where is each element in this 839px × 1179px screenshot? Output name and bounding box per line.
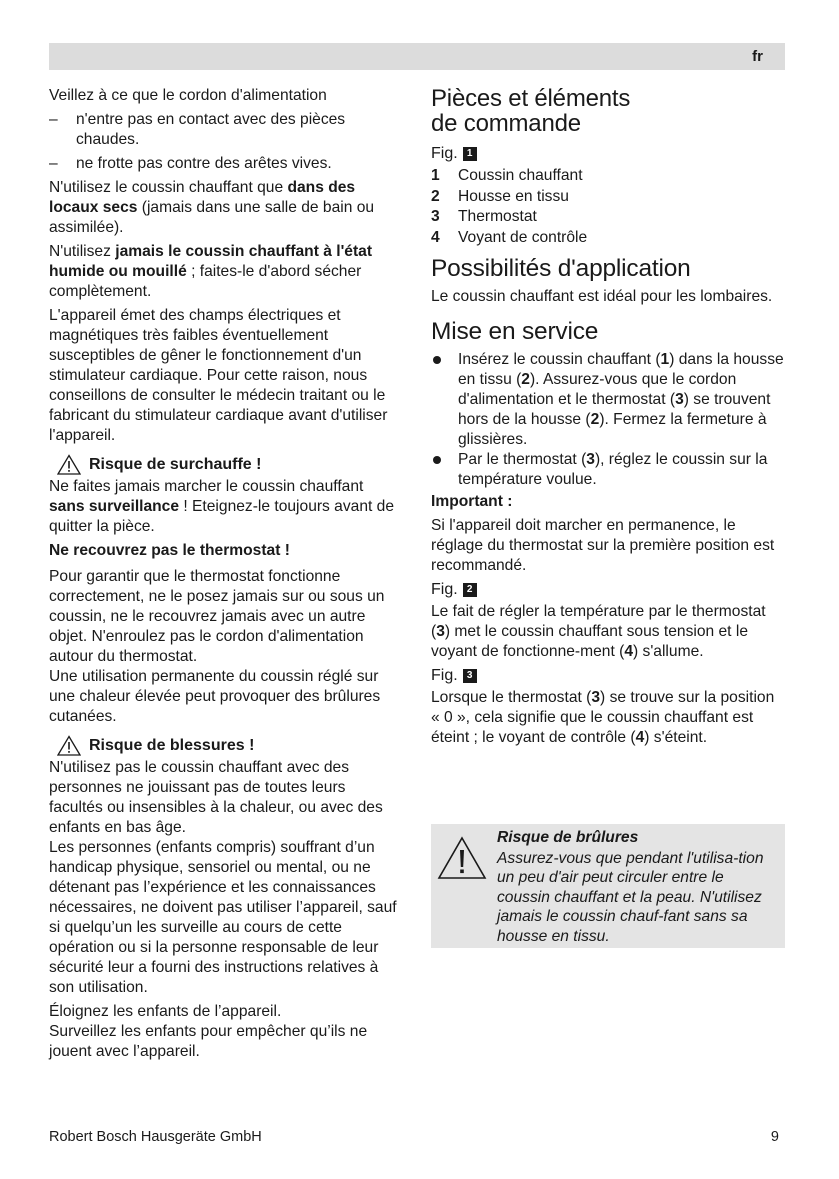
burn-risk-text xyxy=(497,828,779,947)
figure-3-paragraph: Lorsque le thermostat (3) se trouve sur la position « 0 », cela signifie que le coussin chauffant est éteint ; le voyant de contrôle (4) s'éteint. xyxy=(431,689,775,747)
thermostat-paragraph: Pour garantir que le thermostat fonctionne correctement, ne le posez jamais sur ou sous un coussin, ne le recouvrez jamais avec un autre objet. N'enroulez pas le cordon d'alimentation autour du thermostat. xyxy=(49,568,385,665)
figure-number-badge: 3 xyxy=(463,669,477,683)
injury-warning-heading: Risque de blessures ! xyxy=(49,735,401,756)
application-paragraph: Le coussin chauffant est idéal pour les lombaires. xyxy=(431,288,773,306)
language-bar xyxy=(49,43,785,70)
bullet-dot-icon xyxy=(433,456,441,464)
warning-triangle-icon xyxy=(57,454,81,475)
overheat-paragraph: Ne faites jamais marcher le coussin chauffant sans surveillance ! Eteignez-le toujours avant de quitter la pièce. xyxy=(49,478,395,535)
figure-1-label: Fig. 1 xyxy=(431,144,785,164)
dry-rooms-paragraph: N'utilisez le coussin chauffant que dans des locaux secs (jamais dans une salle de bain ou assimilée). xyxy=(49,179,375,236)
bullet-dot-icon xyxy=(433,356,441,364)
burn-risk-warning-box xyxy=(431,824,785,948)
parts-heading: Pièces et éléments de commande xyxy=(431,85,631,137)
page-number: 9 xyxy=(770,1129,779,1145)
service-bullet-2: Par le thermostat (3), réglez le coussin sur la température voulue. xyxy=(431,450,785,490)
children-paragraph-2: Surveillez les enfants pour empêcher qu’ils ne jouent avec l’appareil. xyxy=(49,1023,368,1060)
language-code: fr xyxy=(752,48,763,65)
list-item: 3 Thermostat xyxy=(431,208,537,226)
burn-risk-title: Risque de brûlures xyxy=(497,829,639,846)
application-heading: Possibilités d'application xyxy=(431,255,691,283)
injury-paragraph-2: Les personnes (enfants compris) souffrant d’un handicap physique, sensoriel ou mental, ou ne détenant pas l’expérience et les connaissances nécessaires, ne doivent pas utiliser l’appareil, sauf si quelqu’un les surveille au cours de cette opération ou si la personne responsable de leur sécurité leur a fourni des instructions relatives à son utilisation. xyxy=(49,839,397,996)
figure-2-paragraph: Le fait de régler la température par le thermostat (3) met le coussin chauffant sous tension et le voyant de fonctionne-ment (4) s'allume. xyxy=(431,603,766,661)
cord-intro: Veillez à ce que le cordon d'alimentation xyxy=(49,87,327,104)
overheat-warning-heading: Risque de surchauffe ! xyxy=(49,454,401,475)
wet-paragraph: N'utilisez jamais le coussin chauffant à l'état humide ou mouillé ; faites-le d'abord sécher complètement. xyxy=(49,243,373,300)
cord-dash-item-1: – n'entre pas en contact avec des pièces chaudes. xyxy=(49,111,346,148)
burns-paragraph: Une utilisation permanente du coussin réglé sur une chaleur élevée peut provoquer des brûlures cutanées. xyxy=(49,668,381,725)
important-paragraph: Si l'appareil doit marcher en permanence, le réglage du thermostat sur la première position est recommandé. xyxy=(431,517,775,575)
list-item: 4 Voyant de contrôle xyxy=(431,228,588,246)
figure-3-label: Fig. 3 xyxy=(431,666,785,686)
left-column xyxy=(49,86,401,1062)
warning-triangle-icon xyxy=(437,836,487,880)
figure-number-badge: 2 xyxy=(463,583,477,597)
list-item: 2 Housse en tissu xyxy=(431,187,569,205)
parts-list xyxy=(431,166,785,248)
dash-marker: – xyxy=(49,155,58,172)
right-column xyxy=(431,86,785,748)
thermostat-heading: Ne recouvrez pas le thermostat ! xyxy=(49,542,290,559)
service-bullet-1: Insérez le coussin chauffant (1) dans la housse en tissu (2). Assurez-vous que le cordon d'alimentation et le thermostat (3) se trouvent hors de la housse (2). Fermez la fermeture à glissières. xyxy=(431,350,785,450)
service-heading: Mise en service xyxy=(431,318,599,346)
injury-paragraph-1: N'utilisez pas le coussin chauffant avec des personnes ne jouissant pas de toutes leurs facultés ou insensibles à la chaleur, ou avec des enfants en bas âge. xyxy=(49,759,383,836)
list-item: 1 Coussin chauffant xyxy=(431,167,583,184)
figure-number-badge: 1 xyxy=(463,147,477,161)
electric-fields-paragraph: L'appareil émet des champs électriques et magnétiques très faibles éventuellement susceptibles de gêner le fonctionnement d'un stimulateur cardiaque. Pour cette raison, nous conseillons de consulter le médecin traitant ou le fabricant du stimulateur cardiaque avant d'utiliser l'appareil. xyxy=(49,307,388,444)
children-paragraph-1: Éloignez les enfants de l’appareil. xyxy=(49,1003,282,1020)
cord-dash-item-2: – ne frotte pas contre des arêtes vives. xyxy=(49,155,332,172)
dash-marker: – xyxy=(49,111,58,128)
warning-triangle-icon xyxy=(57,735,81,756)
burn-risk-body: Assurez-vous que pendant l'utilisa-tion un peu d'air peut circuler entre le coussin chauffant et la peau. N'utilisez jamais le coussin chauf-fant sans sa housse en tissu. xyxy=(497,849,764,945)
footer-company: Robert Bosch Hausgeräte GmbH xyxy=(49,1129,262,1145)
important-label: Important : xyxy=(431,493,513,511)
figure-2-label: Fig. 2 xyxy=(431,580,785,600)
